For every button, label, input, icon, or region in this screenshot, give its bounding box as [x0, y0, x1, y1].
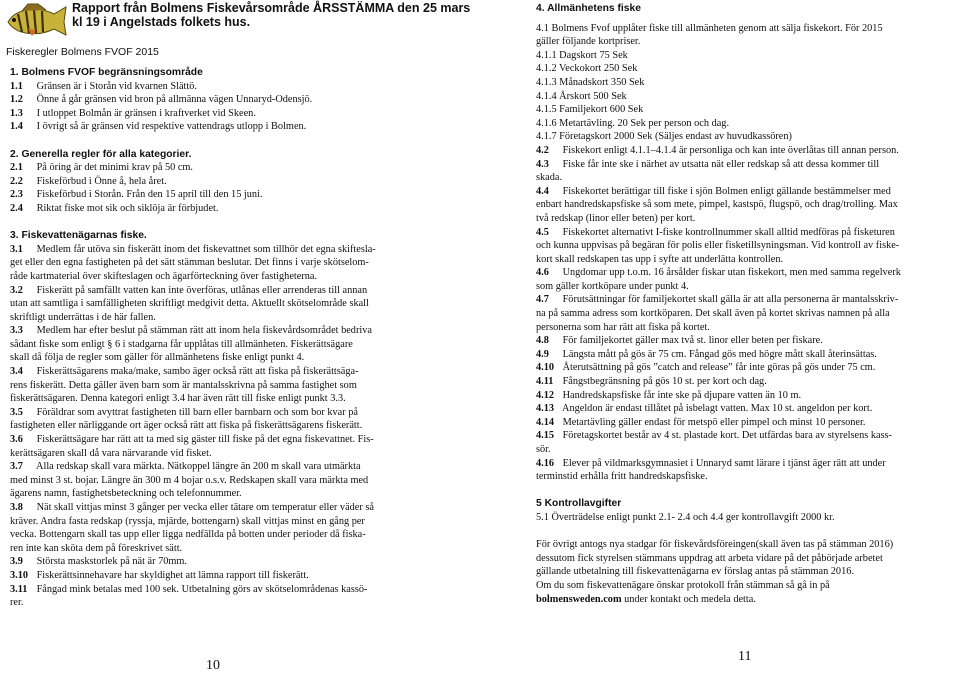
- rule-text: Fiskerättsägarens maka/make, sambo äger också rätt att fiska på fiskerättsäga-: [36, 366, 359, 378]
- rule-paragraph: [536, 185, 940, 226]
- rule-number: 3.7: [10, 461, 23, 473]
- rule-line: [10, 365, 438, 379]
- left-column: [10, 66, 438, 610]
- rule-line: [536, 212, 940, 226]
- rule-paragraph: [10, 324, 438, 365]
- rule-line: [10, 583, 438, 597]
- rule-number: 4.10: [536, 362, 555, 374]
- rule-number: 3.11: [10, 583, 28, 595]
- right-page: [480, 0, 960, 673]
- rule-text: Medlem får utöva sin fiskerätt inom det fiskevattnet som tillhör det egna skiftesla-: [36, 243, 376, 255]
- rule-paragraph: [536, 402, 940, 416]
- rule-text: Alla redskap skall vara märkta. Nätkoppel längre än 200 m skall vara utmärkta: [36, 461, 361, 473]
- rule-paragraph: [10, 569, 438, 583]
- rule-item: 1.1 Gränsen är i Storån vid kvarnen Slättö.: [10, 80, 197, 92]
- rule-paragraph: [536, 375, 940, 389]
- rule-text: rens fiskerätt. Detta gäller även barn som är mantalsskrivna på samma fastighet som: [10, 379, 357, 391]
- rule-item: 2.1 På öring är det minimi krav på 50 cm.: [10, 162, 193, 174]
- rule-text: och kunna uppvisas på begäran för polis eller fisketillsyningsman. Vid kontroll av fiske-: [536, 240, 900, 252]
- rule-text: som gäller kortköpare under punkt 4.: [536, 280, 689, 292]
- rule-line: [10, 447, 438, 461]
- rule-line: [536, 334, 940, 348]
- rule-item: 2.4 Riktat fiske mot sik och siklöja är förbjudet.: [10, 202, 219, 214]
- rule-paragraph: [536, 158, 940, 185]
- rule-line: [10, 501, 438, 515]
- rule-line: [536, 361, 940, 375]
- closing-line: dessutom fick styrelsen stämmans uppdrag att arbeta vidare på det påbörjade arbetet: [536, 552, 883, 564]
- rule-paragraph: [536, 144, 940, 158]
- rule-text: kerättsägaren skall då vara närvarande vid fisket.: [10, 447, 212, 459]
- rule-number: 4.5: [536, 226, 549, 238]
- rule-number: 3.1: [10, 243, 23, 255]
- rule-paragraph: [10, 555, 438, 569]
- rule-text: Medlem har efter beslut på stämman rätt att inom hela fiskevårdsområdet bedriva: [36, 325, 372, 337]
- section-2-title: 2. Generella regler för alla kategorier.: [10, 148, 192, 160]
- section-2-list: [10, 161, 438, 215]
- paragraph-4-1-line: 4.1 Bolmens Fvof upplåter fiske till allmänheten genom att sälja fiskekort. För 2015: [536, 22, 883, 34]
- rule-line: [536, 457, 940, 471]
- price-item: 4.1.7 Företagskort 2000 Sek (Säljes endast av huvudkassören): [536, 131, 792, 143]
- rule-text: Fiskekortet berättigar till fiske i sjön Bolmen enligt gällande bestämmelser med: [562, 185, 891, 197]
- rule-text: Nät skall vittjas minst 3 gånger per vecka eller tätare om temperatur eller väder så: [36, 502, 374, 513]
- closing-line-link: [536, 593, 940, 607]
- section-4-title: 4. Allmänhetens fiske: [536, 3, 641, 14]
- rule-line: [10, 311, 438, 325]
- rule-line: [10, 379, 438, 393]
- rule-text: Föräldrar som avyttrat fastigheten till barn eller barnbarn och som bor kvar på: [36, 406, 358, 418]
- rule-paragraph: [10, 406, 438, 433]
- rule-text: sör.: [536, 444, 551, 455]
- rule-text: Fångad mink betalas med 100 sek. Utbetalning görs av skötselområdenas kassö-: [36, 583, 368, 595]
- rule-paragraph: [536, 266, 940, 293]
- rule-line: [536, 158, 940, 172]
- rule-number: 4.4: [536, 185, 549, 197]
- rule-number: 4.16: [536, 457, 555, 469]
- rule-text: personerna som har rätt att fiska på kortet.: [536, 321, 710, 333]
- rule-line: [536, 321, 940, 335]
- perch-fish-icon: [4, 2, 68, 40]
- rule-text: Förutsättningar för familjekortet skall gälla är att alla personerna är mantalsskriv-: [562, 294, 899, 306]
- rule-line: [536, 198, 940, 212]
- rule-number: 3.3: [10, 325, 23, 337]
- rule-item: 1.4 I övrigt så är gränsen vid respektive vattendrags utlopp i Bolmen.: [10, 121, 307, 133]
- rule-text: get eller den egna fastigheten på det sätt stämman beslutar. Det finns i varje skötselom-: [10, 257, 369, 269]
- rule-paragraph: [10, 501, 438, 555]
- paragraph-5-1: 5.1 Överträdelse enligt punkt 2.1- 2.4 och 4.4 ger kontrollavgift 2000 kr.: [536, 511, 835, 523]
- rule-paragraph: [10, 433, 438, 460]
- rule-text: Elever på vildmarksgymnasiet i Unnaryd samt lärare i tjänst äger rätt att under: [562, 457, 886, 469]
- rule-text: med minst 3 st. bojar. Längre än 300 m 4 bojar o.s.v. Redskapen skall vara märkta med: [10, 474, 369, 486]
- rule-line: [536, 239, 940, 253]
- rule-text: Metartävling gäller endast för metspö eller pimpel och minst 10 personer.: [562, 416, 866, 428]
- rule-paragraph: [536, 416, 940, 430]
- rule-line: [536, 144, 940, 158]
- rule-line: [536, 389, 940, 403]
- report-title: Rapport från Bolmens Fiskevårsområde ÅRSSTÄMMA den 25 mars kl 19 i Angelstads folkets hus.: [72, 1, 471, 29]
- rule-text: ägarens namn, fastighetsbeteckning och telefonnummer.: [10, 488, 242, 500]
- price-item: 4.1.1 Dagskort 75 Sek: [536, 49, 628, 61]
- rule-paragraph: [536, 429, 940, 456]
- rule-number: 4.15: [536, 430, 555, 442]
- page-number-right: 11: [738, 649, 752, 664]
- rule-number: 3.6: [10, 434, 23, 446]
- rule-text: råde kartmaterial över skifteslagen och ägarförteckning över fastigheterna.: [10, 270, 318, 282]
- rule-text: Handredskapsfiske får inte ske på djupare vatten än 10 m.: [562, 389, 802, 401]
- rule-number: 3.9: [10, 556, 23, 568]
- rule-line: [10, 284, 438, 298]
- rule-line: [10, 569, 438, 583]
- price-item: 4.1.5 Familjekort 600 Sek: [536, 104, 644, 116]
- page-number-left: 10: [206, 658, 220, 673]
- rule-line: [10, 256, 438, 270]
- paragraph-4-1-line: gäller följande kortpriser.: [536, 36, 641, 48]
- rule-text: Ungdomar upp t.o.m. 16 årsålder fiskar utan fiskekort, men med samma regelverk: [562, 267, 901, 279]
- left-page: [0, 0, 480, 673]
- rule-text: Fiskekortet alternativt I-fiske kontrollnummer skall alltid medföras på fisketuren: [562, 226, 895, 238]
- rule-line: [536, 470, 940, 484]
- rule-text: rer.: [10, 597, 24, 609]
- rule-number: 4.6: [536, 267, 549, 279]
- price-item: 4.1.2 Veckokort 250 Sek: [536, 63, 638, 75]
- section-3-title: 3. Fiskevattenägarnas fiske.: [10, 230, 147, 242]
- rule-number: 3.8: [10, 502, 23, 513]
- rule-line: [536, 348, 940, 362]
- rule-line: [10, 243, 438, 257]
- rule-text: enbart handredskapsfiske så som mete, pimpel, kastspö, flugspö, och drag/trolling. Max: [536, 199, 898, 211]
- rules-subheading: Fiskeregler Bolmens FVOF 2015: [6, 46, 159, 58]
- rule-paragraph: [10, 284, 438, 325]
- rule-text: skall då följa de regler som gäller för allmänhetens fiske enligt punkt 4.: [10, 352, 305, 364]
- rule-item: 2.2 Fiskeförbud i Önne å, hela året.: [10, 175, 167, 187]
- rule-line: [536, 443, 940, 457]
- section-3-list: [10, 243, 438, 610]
- rule-text: fastigheten eller närliggande ort äger också rätt att fiska på fiskerättsägarens fiskerätt.: [10, 420, 363, 432]
- rule-line: [536, 293, 940, 307]
- rule-line: [536, 429, 940, 443]
- rule-line: [10, 474, 438, 488]
- section-1-title: 1. Bolmens FVOF begränsningsområde: [10, 67, 203, 78]
- rule-number: 3.5: [10, 406, 23, 418]
- rule-line: [536, 402, 940, 416]
- rule-text: Återutsättning på gös ”catch and release” får inte göras på gös under 75 cm.: [562, 362, 876, 374]
- rule-text: fiskerättsägaren. Denna kategori enligt 3.4 har även rätt till fiske enligt punkt 3.3.: [10, 393, 346, 405]
- rule-number: 4.13: [536, 403, 555, 415]
- rule-line: [10, 515, 438, 529]
- rule-text: Företagskortet består av 4 st. plastade kort. Det utfärdas bara av styrelsens kass-: [562, 430, 892, 442]
- price-list: [536, 49, 940, 144]
- rule-line: [10, 487, 438, 501]
- rule-number: 4.14: [536, 416, 555, 428]
- rule-paragraph: [536, 457, 940, 484]
- closing-line: gällande utbetalning till fiskevattenägarna ev förslag antas på stämman 2016.: [536, 566, 854, 578]
- rule-paragraph: [536, 226, 940, 267]
- closing-paragraph: [536, 538, 940, 606]
- rule-text: skada.: [536, 172, 563, 184]
- rule-line: [536, 266, 940, 280]
- price-item: 4.1.6 Metartävling. 20 Sek per person och dag.: [536, 117, 730, 129]
- rule-text: utan att samtliga i samfälligheten skriftligt medgivit detta. Aktuellt skötselområde skall: [10, 298, 369, 310]
- rule-text: ren inte kan sköta dem på föreskrivet sätt.: [10, 542, 183, 554]
- rule-text: Fiskerätt på samfällt vatten kan inte överföras, utlånas eller arrenderas till annan: [36, 284, 368, 296]
- rule-text: na på samma adress som kortköparen. Det skall även på kortet skrivas namnen på alla: [536, 308, 890, 320]
- rule-line: [10, 338, 438, 352]
- rule-text: kräver. Andra fasta redskap (ryssja, mjärde, bottengarn) skall vittjas minst en gång per: [10, 515, 365, 527]
- rule-text: skriftligt underrättas i de här fallen.: [10, 311, 156, 323]
- rule-number: 3.2: [10, 284, 23, 296]
- rule-text: Längsta mått på gös är 75 cm. Fångad gös med högre mått skall återinsättas.: [562, 348, 877, 360]
- rule-text: Fångstbegränsning på gös 10 st. per kort och dag.: [562, 376, 767, 388]
- rule-number: 4.9: [536, 348, 549, 360]
- rule-paragraph: [536, 348, 940, 362]
- closing-line: Om du som fiskevattenägare önskar protokoll från stämman så gå in på: [536, 579, 830, 591]
- rule-number: 3.10: [10, 569, 29, 581]
- rule-line: [10, 419, 438, 433]
- section-5-title: 5 Kontrollavgifter: [536, 498, 622, 510]
- rule-number: 4.2: [536, 144, 549, 156]
- rule-text: Fiskerättsägare har rätt att ta med sig gäster till fiske på det egna fiskevattnet. Fis-: [36, 434, 374, 446]
- section-4-list: [536, 144, 940, 484]
- rule-line: [10, 392, 438, 406]
- price-item: 4.1.3 Månadskort 350 Sek: [536, 76, 645, 88]
- closing-line: För övrigt antogs nya stadgar för fiskevårdsföreingen(skall även tas på stämman 2016): [536, 539, 894, 551]
- rule-line: [536, 171, 940, 185]
- rule-text: Fiskerättsinnehavare har skyldighet att lämna rapport till fiskerätt.: [36, 569, 309, 581]
- rule-line: [10, 351, 438, 365]
- rule-number: 3.4: [10, 366, 23, 378]
- rule-text: terminstid erhålla fritt handredskapsfiske.: [536, 471, 708, 483]
- rule-text: Fiske får inte ske i närhet av utsatta nät eller redskap så att dessa kommer till: [562, 158, 880, 170]
- rule-text: kort skall redskapen tas upp i syfte att underlätta kontrollen.: [536, 253, 784, 265]
- rule-number: 4.8: [536, 335, 549, 347]
- rule-line: [536, 226, 940, 240]
- rule-line: [10, 542, 438, 556]
- rule-line: [536, 375, 940, 389]
- rule-line: [10, 433, 438, 447]
- rule-line: [10, 460, 438, 474]
- rule-item: 2.3 Fiskeförbud i Storån. Från den 15 april till den 15 juni.: [10, 189, 263, 201]
- website-link[interactable]: bolmensweden.com: [536, 593, 622, 605]
- rule-paragraph: [10, 365, 438, 406]
- rule-paragraph: [10, 243, 438, 284]
- rule-line: [10, 596, 438, 610]
- rule-line: [10, 555, 438, 569]
- rule-line: [10, 528, 438, 542]
- rule-text: Största maskstorlek på nät är 70mm.: [36, 556, 187, 568]
- rule-text: Angeldon är endast tillåtet på isbelagt vatten. Max 10 st. angeldon per kort.: [562, 403, 873, 415]
- rule-line: [536, 307, 940, 321]
- rule-number: 4.12: [536, 389, 555, 401]
- rule-paragraph: [536, 293, 940, 334]
- rule-number: 4.7: [536, 294, 549, 306]
- rule-line: [10, 297, 438, 311]
- rule-item: 1.2 Önne å går gränsen vid bron på allmänna vägen Unnaryd-Odensjö.: [10, 94, 313, 106]
- rule-text: vecka. Bottengarn skall tas upp eller ligga nedfällda på botten under perioder då fiska-: [10, 529, 366, 541]
- rule-number: 4.11: [536, 376, 554, 388]
- section-1-list: [10, 80, 438, 134]
- rule-line: [536, 185, 940, 199]
- rule-paragraph: [10, 460, 438, 501]
- rule-paragraph: [536, 389, 940, 403]
- rule-paragraph: [10, 583, 438, 610]
- rule-line: [536, 280, 940, 294]
- rule-text: sådant fiske som enligt § 6 i stadgarna får upplåtas till allmänheten. Fiskerättsägare: [10, 338, 353, 350]
- rule-paragraph: [536, 334, 940, 348]
- rule-number: 4.3: [536, 158, 549, 170]
- rule-line: [10, 270, 438, 284]
- rule-text: För familjekortet gäller max två st. linor eller beten per fiskare.: [562, 335, 823, 347]
- right-column: [536, 2, 940, 606]
- closing-tail: under kontakt och medela detta.: [621, 593, 756, 605]
- rule-line: [536, 416, 940, 430]
- rule-line: [536, 253, 940, 267]
- rule-text: Fiskekort enligt 4.1.1–4.1.4 är personliga och kan inte överlåtas till annan person.: [562, 144, 899, 156]
- rule-line: [10, 324, 438, 338]
- price-item: 4.1.4 Årskort 500 Sek: [536, 90, 627, 102]
- rule-text: två redskap (linor eller beten) per kort.: [536, 212, 696, 224]
- rule-item: 1.3 I utloppet Bolmån är gränsen i kraftverket vid Skeen.: [10, 107, 256, 119]
- rule-paragraph: [536, 361, 940, 375]
- rule-line: [10, 406, 438, 420]
